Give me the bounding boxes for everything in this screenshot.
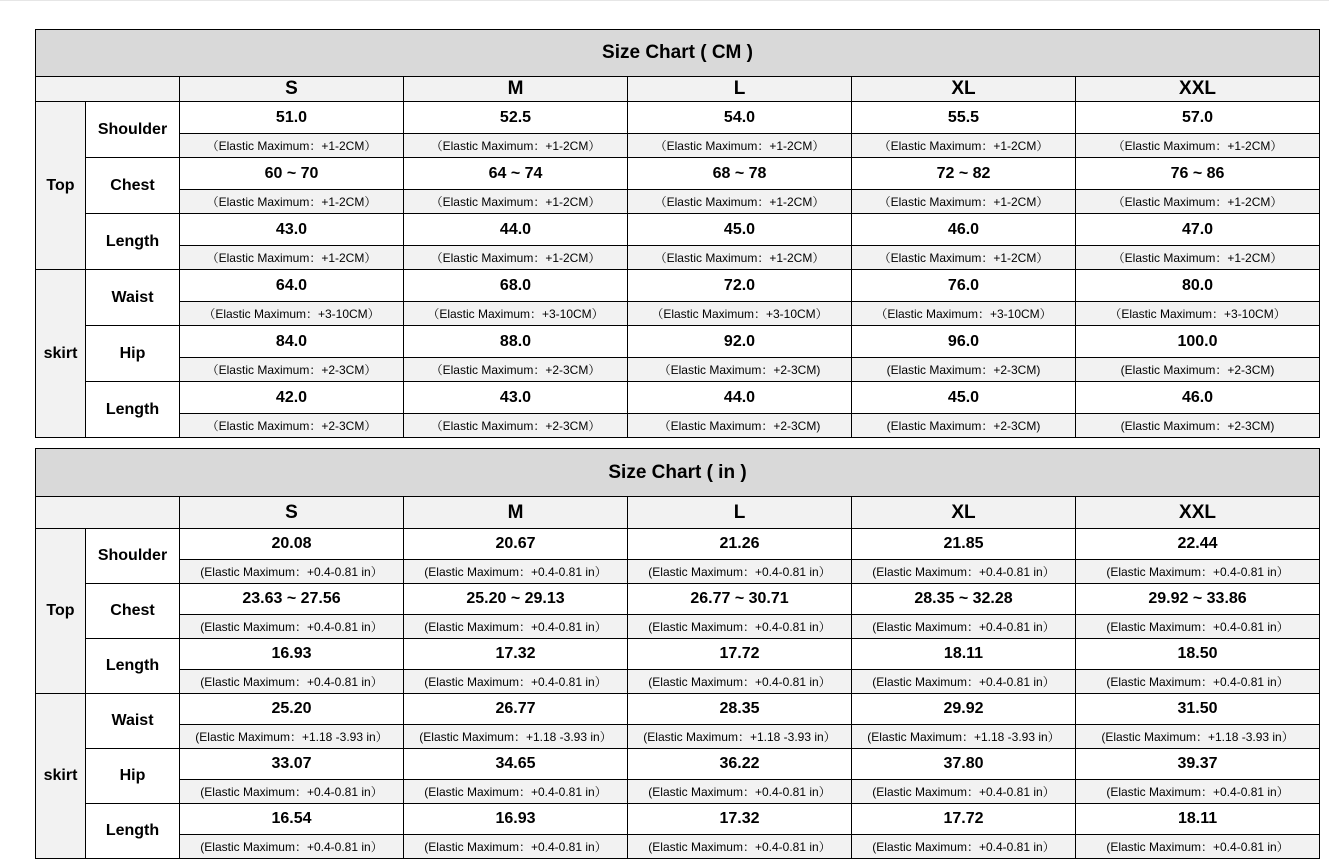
elastic-note: (Elastic Maximum：+2-3CM)	[852, 414, 1076, 438]
measurement-value: 100.0	[1076, 326, 1320, 358]
elastic-note: (Elastic Maximum：+1.18 -3.93 in）	[180, 725, 404, 749]
measurement-value: 17.72	[852, 804, 1076, 835]
elastic-note: （Elastic Maximum：+3-10CM）	[1076, 302, 1320, 326]
measurement-value: 39.37	[1076, 749, 1320, 780]
elastic-note: （Elastic Maximum：+3-10CM）	[404, 302, 628, 326]
measurement-label: Length	[86, 804, 180, 859]
elastic-note: （Elastic Maximum：+1-2CM）	[852, 134, 1076, 158]
elastic-note: （Elastic Maximum：+1-2CM）	[180, 134, 404, 158]
measurement-label: Hip	[86, 749, 180, 804]
elastic-note: (Elastic Maximum：+0.4-0.81 in）	[628, 560, 852, 584]
group-label-top: Top	[36, 102, 86, 270]
measurement-value: 25.20	[180, 694, 404, 725]
measurement-value: 68 ~ 78	[628, 158, 852, 190]
elastic-note: （Elastic Maximum：+1-2CM）	[404, 190, 628, 214]
measurement-value: 51.0	[180, 102, 404, 134]
measurement-label: Shoulder	[86, 102, 180, 158]
chart-title: Size Chart ( in )	[36, 449, 1320, 497]
measurement-value: 16.93	[180, 639, 404, 670]
elastic-note: （Elastic Maximum：+3-10CM）	[628, 302, 852, 326]
elastic-note: (Elastic Maximum：+2-3CM)	[1076, 414, 1320, 438]
measurement-value: 52.5	[404, 102, 628, 134]
elastic-note: （Elastic Maximum：+2-3CM）	[180, 358, 404, 382]
elastic-note: (Elastic Maximum：+0.4-0.81 in）	[180, 670, 404, 694]
measurement-value: 45.0	[628, 214, 852, 246]
elastic-note: （Elastic Maximum：+1-2CM）	[1076, 190, 1320, 214]
size-header-m: M	[404, 77, 628, 102]
measurement-label: Length	[86, 214, 180, 270]
measurement-label: Length	[86, 382, 180, 438]
elastic-note: (Elastic Maximum：+0.4-0.81 in）	[1076, 835, 1320, 859]
measurement-value: 29.92	[852, 694, 1076, 725]
group-label-skirt: skirt	[36, 270, 86, 438]
size-header-s: S	[180, 497, 404, 529]
elastic-note: （Elastic Maximum：+1-2CM）	[1076, 246, 1320, 270]
measurement-value: 36.22	[628, 749, 852, 780]
measurement-value: 18.50	[1076, 639, 1320, 670]
chart-title: Size Chart ( CM )	[36, 30, 1320, 77]
measurement-value: 88.0	[404, 326, 628, 358]
elastic-note: (Elastic Maximum：+0.4-0.81 in）	[852, 670, 1076, 694]
measurement-value: 43.0	[180, 214, 404, 246]
measurement-value: 17.32	[628, 804, 852, 835]
measurement-value: 45.0	[852, 382, 1076, 414]
measurement-value: 43.0	[404, 382, 628, 414]
elastic-note: (Elastic Maximum：+0.4-0.81 in）	[852, 835, 1076, 859]
measurement-value: 60 ~ 70	[180, 158, 404, 190]
elastic-note: （Elastic Maximum：+2-3CM)	[628, 414, 852, 438]
measurement-value: 64 ~ 74	[404, 158, 628, 190]
elastic-note: (Elastic Maximum：+1.18 -3.93 in）	[404, 725, 628, 749]
elastic-note: (Elastic Maximum：+2-3CM)	[852, 358, 1076, 382]
elastic-note: (Elastic Maximum：+0.4-0.81 in）	[1076, 615, 1320, 639]
size-header-m: M	[404, 497, 628, 529]
measurement-value: 33.07	[180, 749, 404, 780]
size-chart-cm-table	[35, 29, 1320, 438]
elastic-note: （Elastic Maximum：+1-2CM）	[628, 246, 852, 270]
elastic-note: (Elastic Maximum：+0.4-0.81 in）	[628, 615, 852, 639]
measurement-value: 44.0	[404, 214, 628, 246]
elastic-note: （Elastic Maximum：+1-2CM）	[628, 190, 852, 214]
measurement-value: 20.67	[404, 529, 628, 560]
elastic-note: （Elastic Maximum：+2-3CM)	[628, 358, 852, 382]
measurement-label: Chest	[86, 584, 180, 639]
elastic-note: (Elastic Maximum：+0.4-0.81 in）	[1076, 670, 1320, 694]
top-divider	[0, 0, 1329, 1]
elastic-note: (Elastic Maximum：+0.4-0.81 in）	[404, 615, 628, 639]
header-blank-cell	[36, 77, 180, 102]
measurement-value: 31.50	[1076, 694, 1320, 725]
elastic-note: (Elastic Maximum：+0.4-0.81 in）	[852, 780, 1076, 804]
measurement-value: 29.92 ~ 33.86	[1076, 584, 1320, 615]
size-header-l: L	[628, 77, 852, 102]
elastic-note: (Elastic Maximum：+0.4-0.81 in）	[180, 780, 404, 804]
measurement-label: Waist	[86, 694, 180, 749]
elastic-note: （Elastic Maximum：+1-2CM）	[852, 246, 1076, 270]
measurement-value: 28.35 ~ 32.28	[852, 584, 1076, 615]
elastic-note: (Elastic Maximum：+1.18 -3.93 in）	[1076, 725, 1320, 749]
elastic-note: （Elastic Maximum：+1-2CM）	[180, 246, 404, 270]
measurement-value: 16.93	[404, 804, 628, 835]
elastic-note: （Elastic Maximum：+2-3CM）	[404, 414, 628, 438]
elastic-note: （Elastic Maximum：+1-2CM）	[852, 190, 1076, 214]
measurement-value: 26.77	[404, 694, 628, 725]
elastic-note: （Elastic Maximum：+1-2CM）	[628, 134, 852, 158]
elastic-note: (Elastic Maximum：+0.4-0.81 in）	[404, 835, 628, 859]
elastic-note: (Elastic Maximum：+0.4-0.81 in）	[628, 835, 852, 859]
elastic-note: （Elastic Maximum：+1-2CM）	[180, 190, 404, 214]
elastic-note: （Elastic Maximum：+2-3CM）	[180, 414, 404, 438]
elastic-note: (Elastic Maximum：+0.4-0.81 in）	[180, 615, 404, 639]
measurement-value: 34.65	[404, 749, 628, 780]
size-header-xxl: XXL	[1076, 77, 1320, 102]
measurement-label: Hip	[86, 326, 180, 382]
size-chart-in-table	[35, 448, 1320, 859]
group-label-top: Top	[36, 529, 86, 694]
measurement-value: 18.11	[1076, 804, 1320, 835]
elastic-note: (Elastic Maximum：+0.4-0.81 in）	[404, 670, 628, 694]
measurement-value: 17.32	[404, 639, 628, 670]
elastic-note: (Elastic Maximum：+0.4-0.81 in）	[180, 560, 404, 584]
elastic-note: (Elastic Maximum：+2-3CM)	[1076, 358, 1320, 382]
group-label-skirt: skirt	[36, 694, 86, 859]
elastic-note: （Elastic Maximum：+3-10CM）	[180, 302, 404, 326]
measurement-value: 64.0	[180, 270, 404, 302]
size-header-s: S	[180, 77, 404, 102]
measurement-value: 44.0	[628, 382, 852, 414]
measurement-label: Length	[86, 639, 180, 694]
measurement-value: 21.85	[852, 529, 1076, 560]
elastic-note: （Elastic Maximum：+2-3CM）	[404, 358, 628, 382]
measurement-label: Chest	[86, 158, 180, 214]
measurement-label: Waist	[86, 270, 180, 326]
measurement-value: 72.0	[628, 270, 852, 302]
measurement-value: 47.0	[1076, 214, 1320, 246]
elastic-note: (Elastic Maximum：+1.18 -3.93 in）	[852, 725, 1076, 749]
measurement-value: 28.35	[628, 694, 852, 725]
measurement-value: 37.80	[852, 749, 1076, 780]
elastic-note: (Elastic Maximum：+0.4-0.81 in）	[1076, 560, 1320, 584]
measurement-value: 76.0	[852, 270, 1076, 302]
measurement-value: 96.0	[852, 326, 1076, 358]
measurement-value: 21.26	[628, 529, 852, 560]
size-header-l: L	[628, 497, 852, 529]
measurement-value: 80.0	[1076, 270, 1320, 302]
elastic-note: (Elastic Maximum：+1.18 -3.93 in）	[628, 725, 852, 749]
elastic-note: （Elastic Maximum：+1-2CM）	[404, 246, 628, 270]
elastic-note: (Elastic Maximum：+0.4-0.81 in）	[404, 780, 628, 804]
measurement-value: 55.5	[852, 102, 1076, 134]
size-header-xl: XL	[852, 77, 1076, 102]
measurement-value: 16.54	[180, 804, 404, 835]
measurement-value: 25.20 ~ 29.13	[404, 584, 628, 615]
measurement-value: 20.08	[180, 529, 404, 560]
measurement-value: 22.44	[1076, 529, 1320, 560]
measurement-value: 18.11	[852, 639, 1076, 670]
elastic-note: (Elastic Maximum：+0.4-0.81 in）	[180, 835, 404, 859]
elastic-note: （Elastic Maximum：+1-2CM）	[1076, 134, 1320, 158]
elastic-note: (Elastic Maximum：+0.4-0.81 in）	[852, 615, 1076, 639]
measurement-value: 46.0	[852, 214, 1076, 246]
measurement-value: 17.72	[628, 639, 852, 670]
elastic-note: (Elastic Maximum：+0.4-0.81 in）	[1076, 780, 1320, 804]
measurement-value: 26.77 ~ 30.71	[628, 584, 852, 615]
measurement-value: 92.0	[628, 326, 852, 358]
measurement-value: 42.0	[180, 382, 404, 414]
elastic-note: （Elastic Maximum：+3-10CM）	[852, 302, 1076, 326]
measurement-value: 57.0	[1076, 102, 1320, 134]
measurement-value: 76 ~ 86	[1076, 158, 1320, 190]
measurement-label: Shoulder	[86, 529, 180, 584]
size-header-xxl: XXL	[1076, 497, 1320, 529]
header-blank-cell	[36, 497, 180, 529]
elastic-note: (Elastic Maximum：+0.4-0.81 in）	[628, 670, 852, 694]
elastic-note: （Elastic Maximum：+1-2CM）	[404, 134, 628, 158]
measurement-value: 23.63 ~ 27.56	[180, 584, 404, 615]
measurement-value: 72 ~ 82	[852, 158, 1076, 190]
elastic-note: (Elastic Maximum：+0.4-0.81 in）	[404, 560, 628, 584]
measurement-value: 54.0	[628, 102, 852, 134]
measurement-value: 84.0	[180, 326, 404, 358]
elastic-note: (Elastic Maximum：+0.4-0.81 in）	[628, 780, 852, 804]
elastic-note: (Elastic Maximum：+0.4-0.81 in）	[852, 560, 1076, 584]
size-header-xl: XL	[852, 497, 1076, 529]
measurement-value: 46.0	[1076, 382, 1320, 414]
measurement-value: 68.0	[404, 270, 628, 302]
